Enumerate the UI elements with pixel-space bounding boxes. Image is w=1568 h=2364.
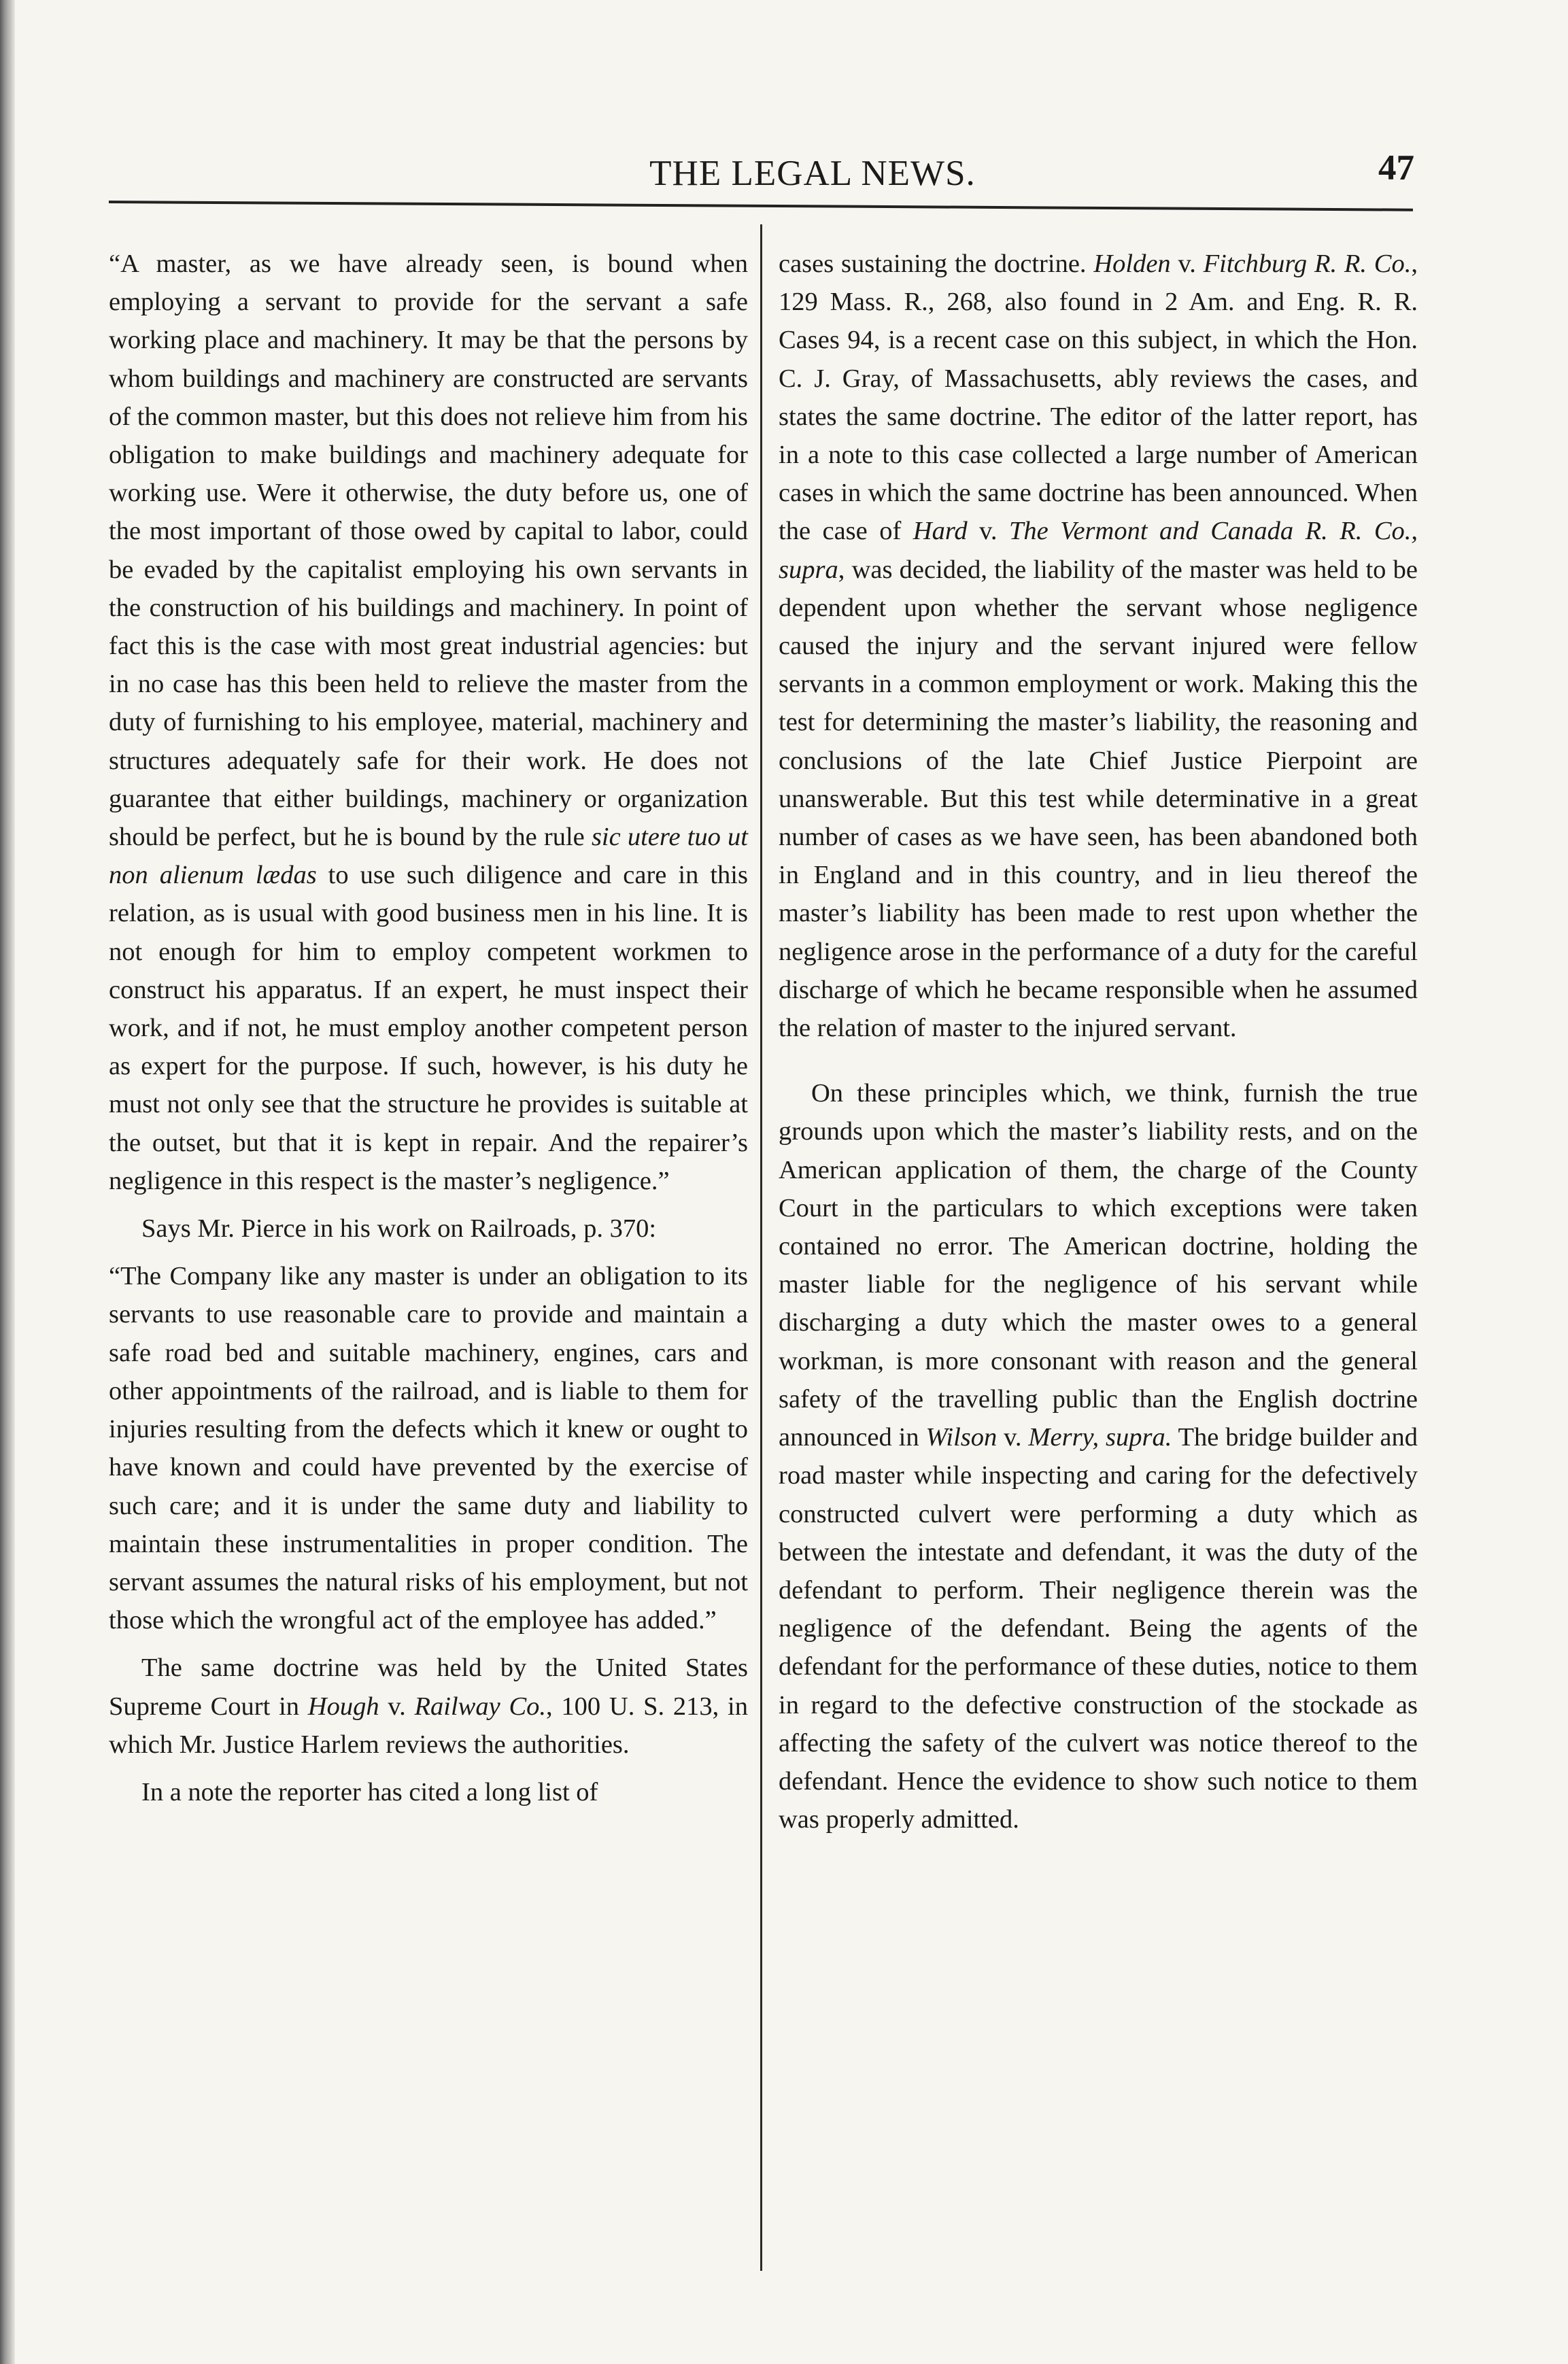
- text-run: , 129 Mass. R., 268, also found in 2 Am. and Eng. R. R. Cases 94, is a recent case on this subject, in which the Hon. C. J. Gray, of Massachusetts, ably reviews the cases, and states the same doctrine. The editor of the latter report, has in a note to this case collected a large number of American cases in which the same doctrine has been announced. When the case of: [779, 250, 1418, 546]
- paragraph: [779, 1074, 1418, 1838]
- paragraph: In a note the reporter has cited a long list of: [141, 1777, 598, 1806]
- paragraph: Says Mr. Pierce in his work on Railroads, p. 370:: [141, 1214, 657, 1244]
- text-run: The same doctrine was held by the United States Supreme Court in: [109, 1654, 748, 1721]
- text-run: On these principles which, we think, furnish the true grounds upon which the master’s liability rests, and on the American application of them, the charge of the County Court in the particulars to which exceptions were taken contained no error. The American doctrine, holding the master liable for the negligence of his servant while discharging a duty which the master owes to a general workman, is more consonant with reason and the general safety of the travelling public than the English doctrine announced in: [779, 1079, 1418, 1452]
- paragraph: “The Company like any master is under an obligation to its servants to use reasonable care to provide and maintain a safe road bed and suitable machinery, engines, cars and other appointments of the railroad, and is liable to them for injuries resulting from the defects which it knew or ought to have known and could have prevented by the exercise of such care; and it is under the same duty and liability to maintain these instrumentalities in proper condition. The servant assumes the natural risks of his employment, but not those which the wrongful act of the employee has added.”: [109, 1262, 748, 1635]
- paragraph: [779, 245, 1418, 1047]
- text-run: to use such diligence and care in this relation, as is usual with good business men in his line. It is not enough for him to employ competent workmen to construct his apparatus. If an expert, he must inspect their work, and if not, he must employ another competent person as expert for the purpose. If such, however, is his duty he must not only see that the structure he provides is suitable at the outset, but that it is kept in repair. And the repairer’s negligence in this respect is the master’s negligence.”: [109, 861, 748, 1195]
- text-run: , was decided, the liability of the master was held to be dependent upon whether the servant whose negligence caused the injury and the servant injured were fellow servants in a common employment or work. Making this the test for determining the master’s liability, the reasoning and conclusions of the late Chief Justice Pierpoint are unanswerable. But this test while determinative in a great number of cases as we have seen, has been abandoned both in England and in this country, and in lieu thereof the master’s liability has been made to rest upon whether the negligence arose in the performance of a duty for the careful discharge of which he became responsible when he assumed the relation of master to the injured servant.: [779, 555, 1418, 1043]
- running-title: THE LEGAL NEWS.: [649, 154, 976, 193]
- case-name: Wilson: [925, 1423, 998, 1452]
- paragraph: [109, 1649, 748, 1764]
- text-run: “A master, as we have already seen, is bound when employing a servant to provide for the servant a safe working place and machinery. It may be that the persons by whom buildings and machinery are constructed are servants of the common master, but this does not relieve him from his obligation to make buildings and machinery adequate for working use. Were it otherwise, the duty before us, one of the most important of those owed by capital to labor, could be evaded by the capitalist employing his own servants in the construction of his buildings and machinery. In point of fact this is the case with most great industrial agencies: but in no case has this been held to relieve the master from the duty of furnishing to his employee, material, machinery and structures adequately safe for their work. He does not guarantee that either buildings, machinery or organization should be perfect, but he is bound by the rule: [109, 250, 748, 852]
- text-run: v.: [967, 517, 1009, 546]
- text-run: v.: [997, 1423, 1029, 1452]
- page-header: [119, 146, 1414, 204]
- column-divider: [760, 224, 762, 2271]
- right-column: [779, 245, 1418, 1838]
- case-name: Hough: [307, 1692, 379, 1721]
- scanned-binding-edge: [0, 0, 15, 2364]
- case-name: Fitchburg R. R. Co.: [1203, 250, 1412, 278]
- case-name: Holden: [1093, 250, 1171, 278]
- case-name: Hard: [913, 517, 968, 546]
- text-run: cases sustaining the doctrine.: [779, 250, 1094, 278]
- case-name: Railway Co.: [414, 1692, 547, 1721]
- text-run: v.: [379, 1692, 415, 1721]
- paragraph: [109, 245, 748, 1200]
- text-run: , 100 U. S. 213, in which Mr. Justice Harlem reviews the authorities.: [109, 1692, 748, 1759]
- case-name: Merry, supra.: [1028, 1423, 1172, 1452]
- text-run: v.: [1170, 250, 1204, 278]
- case-name: The Vermont and Canada R. R. Co., supra: [779, 517, 1418, 584]
- left-column: [109, 245, 748, 1811]
- latin-maxim: sic utere tuo ut non alienum lædas: [109, 823, 748, 890]
- page-number: 47: [1378, 148, 1414, 188]
- text-run: The bridge builder and road master while inspecting and caring for the defectively constructed culvert were performing a duty which as between the intestate and defendant, it was the duty of the defendant to perform. Their negligence therein was the negligence of the defendant. Being the agents of the defendant for the performance of these duties, notice to them in regard to the defective construction of the stockade as affecting the safety of the culvert was notice thereof to the defendant. Hence the evidence to show such notice to them was properly admitted.: [779, 1423, 1418, 1834]
